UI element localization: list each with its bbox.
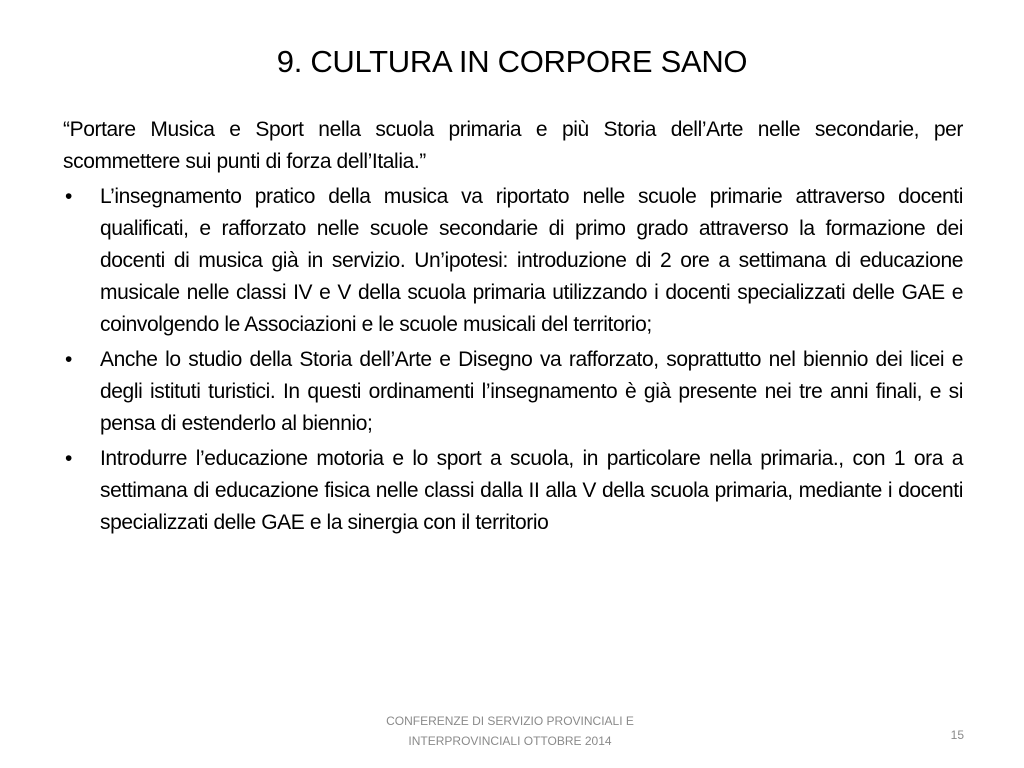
bullet-list (63, 181, 963, 539)
bullet-item (63, 443, 963, 539)
bullet-text: Anche lo studio della Storia dell’Arte e Disegno va rafforzato, soprattutto nel biennio dei licei e degli istituti turistici. In questi ordinamenti l’insegnamento è già presente nei tre anni finali, e si pensa di estenderlo al biennio; (100, 348, 963, 435)
slide-title: 9. CULTURA IN CORPORE SANO (276, 44, 748, 79)
bullet-marker: • (65, 348, 72, 371)
page-number: 15 (950, 728, 964, 742)
intro-quote: “Portare Musica e Sport nella scuola primaria e più Storia dell’Arte nelle secondarie, per scommettere sui punti di forza dell’Italia.” (63, 118, 963, 173)
footer-line: INTERPROVINCIALI OTTOBRE 2014 (408, 734, 612, 748)
bullet-marker: • (65, 447, 72, 470)
slide-body (63, 114, 963, 542)
bullet-text: L’insegnamento pratico della musica va riportato nelle scuole primarie attraverso docenti qualificati, e rafforzato nelle scuole secondarie di primo grado attraverso la formazione dei docenti di musica già in servizio. Un’ipotesi: introduzione di 2 ore a settimana di educazione musicale nelle classi IV e V della scuola primaria utilizzando i docenti specializzati delle GAE e coinvolgendo le Associazioni e le scuole musicali del territorio; (100, 185, 963, 336)
bullet-text: Introdurre l’educazione motoria e lo sport a scuola, in particolare nella primaria., con 1 ora a settimana di educazione fisica nelle classi dalla II alla V della scuola primaria, mediante i docenti specializzati delle GAE e la sinergia con il territorio (100, 447, 963, 534)
bullet-marker: • (65, 185, 72, 208)
bullet-item (63, 181, 963, 341)
bullet-item (63, 344, 963, 440)
footer-line: CONFERENZE DI SERVIZIO PROVINCIALI E (386, 714, 634, 728)
slide-footer (340, 711, 680, 751)
